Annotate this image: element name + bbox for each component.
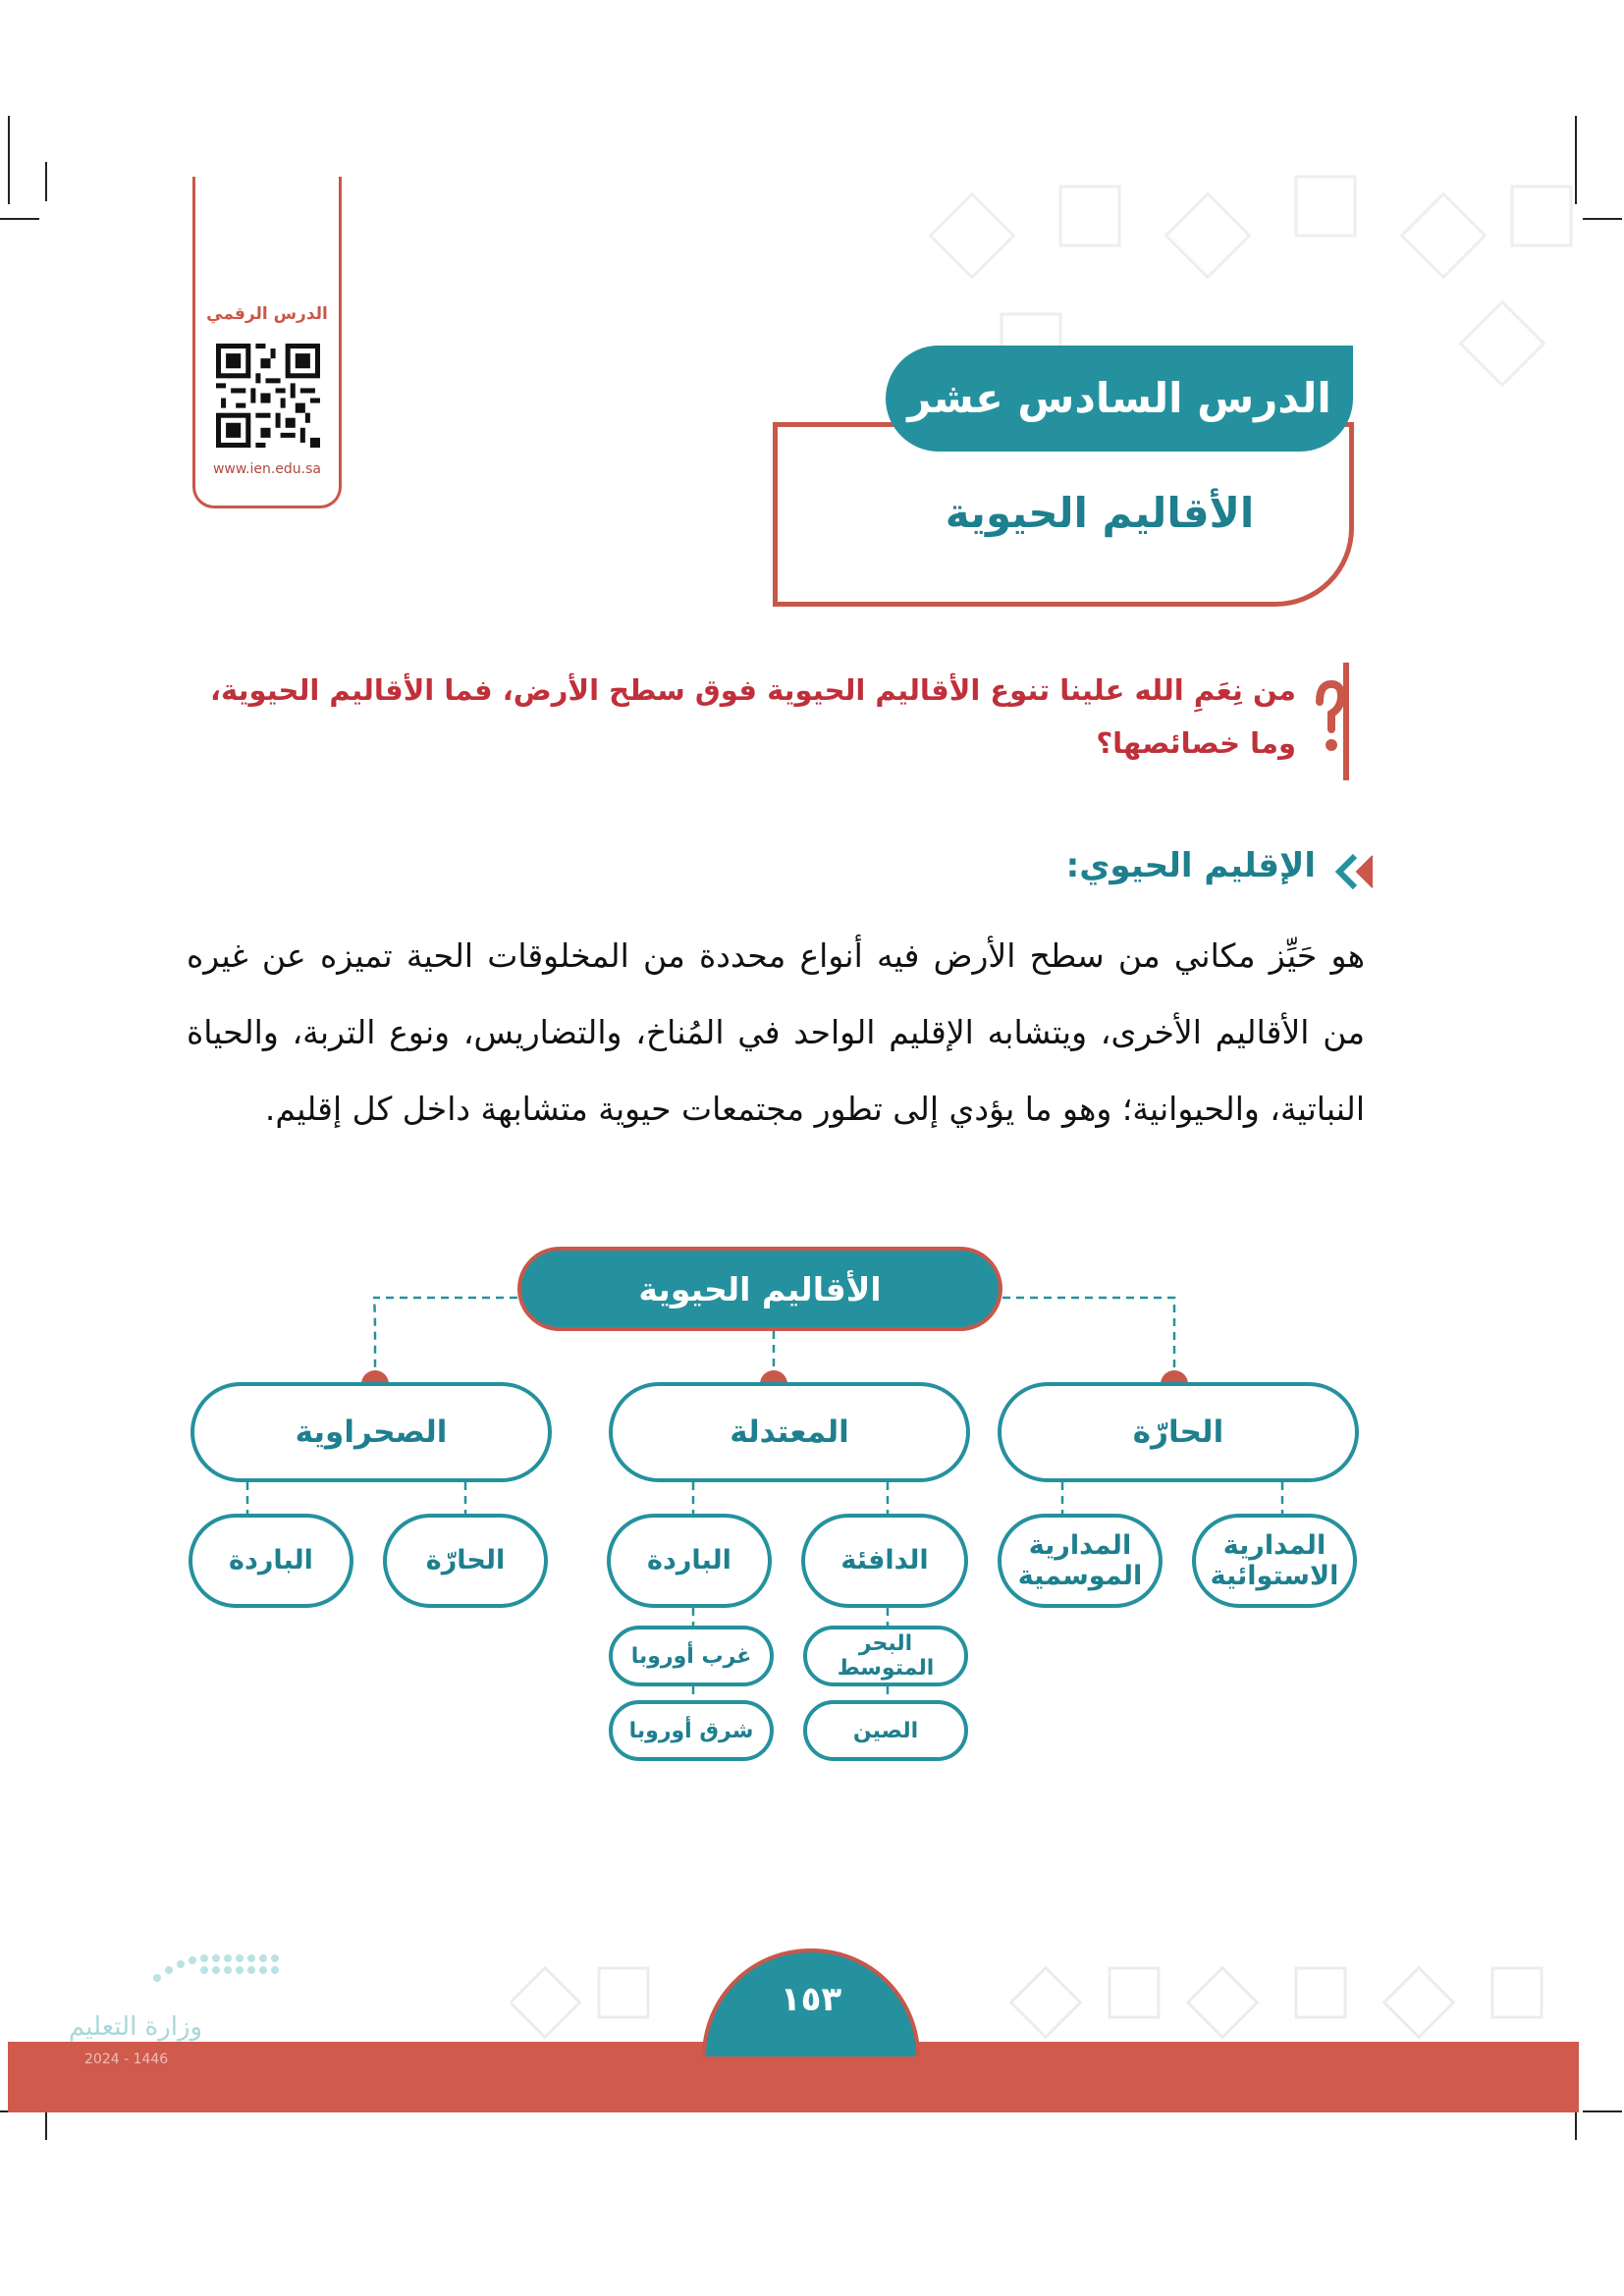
category-hot: الحارّة [998, 1382, 1359, 1482]
ministry-logo-icon [147, 1939, 295, 1998]
diagram-root: الأقاليم الحيوية [517, 1247, 1002, 1331]
digital-lesson-label: الدرس الرقمي [206, 304, 328, 324]
hot-monsoon: المدارية الموسمية [998, 1514, 1163, 1608]
lesson-title: الأقاليم الحيوية [945, 489, 1255, 537]
desert-cold: الباردة [189, 1514, 353, 1608]
crop-mark [1583, 2110, 1622, 2112]
temperate-warm: الدافئة [801, 1514, 968, 1608]
intro-question: من نِعَمِ الله علينا تنوع الأقاليم الحيوية فوق سطح الأرض، فما الأقاليم الحيوية، وما خصائصها؟ [210, 673, 1296, 760]
temperate-cold: الباردة [607, 1514, 772, 1608]
section-body-paragraph: هو حَيِّز مكاني من سطح الأرض فيه أنواع محددة من المخلوقات الحية تميزه عن غيره من الأقاليم الأخرى، ويتشابه الإقليم الواحد في المُناخ، والتضاريس، ونوع التربة، والحياة النباتية، والحيوانية؛ وهو ما يؤدي إلى تطور مجتمعات حيوية متشابهة داخل كل إقليم. [187, 936, 1365, 1128]
category-temperate: المعتدلة [609, 1382, 970, 1482]
edition-year: 2024 - 1446 [84, 2052, 169, 2067]
section-heading: الإقليم الحيوي: [1065, 846, 1316, 885]
ministry-logo-text: وزارة التعليم [69, 2012, 203, 2042]
temperate-cold-west-europe: غرب أوروبا [609, 1626, 774, 1686]
lesson-number-badge: الدرس السادس عشر [886, 346, 1353, 452]
digital-lesson-url[interactable]: www.ien.edu.sa [212, 461, 322, 477]
temperate-cold-east-europe: شرق أوروبا [609, 1700, 774, 1761]
hot-equatorial: المدارية الاستوائية [1192, 1514, 1357, 1608]
temperate-warm-mediterranean: البحر المتوسط [803, 1626, 968, 1686]
category-desert: الصحراوية [190, 1382, 552, 1482]
temperate-warm-china: الصين [803, 1700, 968, 1761]
desert-hot: الحارّة [383, 1514, 548, 1608]
footer-pattern [511, 1939, 1591, 2047]
page-number: ١٥٣ [702, 1949, 920, 2056]
